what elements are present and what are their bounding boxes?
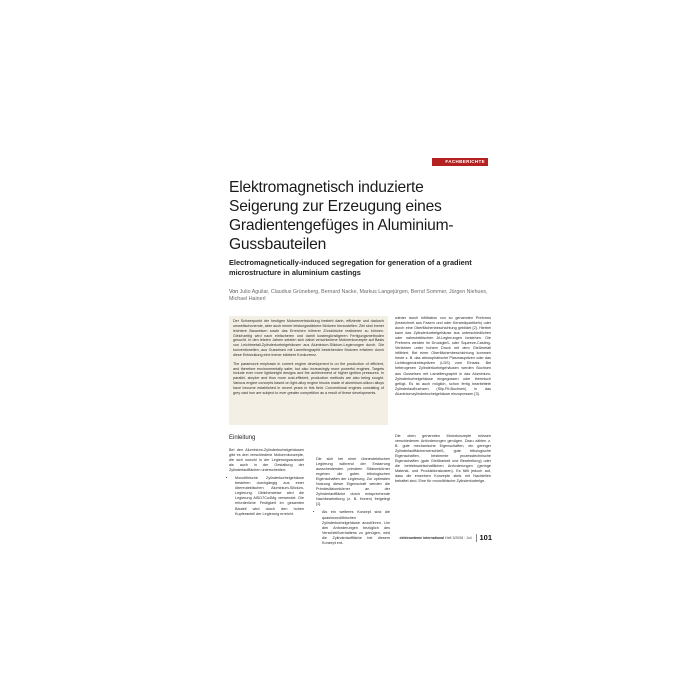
col1-paragraph: Bei den Aluminium-Zylinderkurbelgehäusen gibt es drei verschiedene Motorenkonzepte, die sich sowohl in der Legierungsauswahl als auch in der Gestaltung der Zylinderlaufflächen unterscheiden:: [229, 448, 304, 473]
article-subtitle: Electromagnetically-induced segregation for generation of a gradient microstructure in aluminium castings: [229, 258, 472, 277]
body-column-3: [395, 434, 491, 487]
col3-paragraph: Die oben genannten Motorkonzepte müssen verschiedenen Anforderungen genügen. Dazu zählen z. B. gute mechanische Eigenschaften, ein geringer Zylinderlaufflächenverschleiß, gute tribologische Eigenschaften, bestimmte prozesstechnische Eigenschaften (gute Gießbarkeit und Bearbeitung) oder die betriebswirtschaftlichen Anforderungen (geringe Material- und Produktionskosten). Es fällt jedoch auf, dass die einzelnen Konzepte stets mit Nachteilen behaftet sind. Eine für monolithische Zylinderkurbelge-: [395, 434, 491, 484]
abstract-box: [229, 316, 388, 425]
col2-bullet-list: [316, 510, 390, 545]
author-names: Julio Aguilar, Claudius Grüneberg, Bernard Nacke, Markus Langejürgen, Bernd Sommer, Jürgen Niehues, Michael Hainerl: [229, 289, 488, 303]
abstract-english: The paramount emphasis in current engine development is on the production of efficient, and therefore environmentally safer, but also increasingly more powerful engines. Targets include ever more lightweight designs and the achievement of higher ignition pressures. In parallel, simpler and thus more cost-efficient, production methods are also being sought. Various engine concepts based on light-alloy engine blocks made of aluminium-silicon alloys have become established in recent years in this field. Conventional engines consisting of grey cast iron are subject to ever greater competition as a result of these developments.: [233, 361, 384, 395]
col1-bullet-list: [229, 476, 304, 516]
body-column-1: [229, 434, 304, 520]
col1-bullet-item: • Monolithische Zylinderkurbelgehäuse bestehen durchgängig aus einer übereutektischen Aluminium-Silicium-Legierung. Üblicherweise wird die Legierung AlSi17Cu4Mg verwendet. Die erforderliche Festigkeit im gesamten Bauteil wird durch den hohen Kupferanteil der Legierung erreicht.: [235, 476, 304, 516]
page-number: 101: [479, 533, 492, 543]
col2-bullet-item: • Als ein weiteres Konzept sind die quasimonolithischen Zylinderkurbelgehäuse anzuführen. Um den Anforderungen bezüglich des Verschleißverhaltens zu genügen, wird die Zylinderlauffläche bei diesem Konzept ent-: [322, 510, 390, 545]
footer-divider: [476, 534, 477, 542]
section-heading-einleitung: Einleitung: [229, 435, 256, 441]
author-line: [229, 289, 491, 304]
section-tag: FACHBERICHTE: [432, 158, 488, 166]
abstract-german: Der Schwerpunkt der heutigen Motorenentwicklung besteht darin, effiziente und dadurch umweltschonende, aber auch immer leistungsstärkere Motoren herzustellen. Ziel sind immer leichtere Bauweisen sowie das Erreichen höherer Zünddrücke realisieren zu können. Gleichzeitig wird nach einfacheren und damit kostengünstigeren Fertigungsmethoden gesucht. In den letzten Jahren setzten sich dabei verschiedene Motorenkonzepte auf Basis von Leichtmetall-Zylinderkurbelgehäusen aus Aluminium-Silicium-Legierungen durch. Die konventionellen, aus Gusseisen mit Lamellengraphit bestehenden Motoren erfahren durch diese Entwicklung eine immer stärkere Konkurrenz.: [233, 319, 384, 357]
footer-issue: Heft 3/2008 · Juli: [445, 536, 472, 540]
body-column-2: [316, 457, 390, 549]
col2-paragraph: Die sich bei einer übereutektischen Legierung während der Erstarrung ausscheidenden primären Siliziumkörner ergeben die guten tribologischen Eigenschaften der Legierung. Zur optimalen Nutzung dieser Eigenschaft werden die Primärsiliziumkörner an der Zylinderlauffläche durch entsprechende Nachbearbeitung (z. B. Honen) freigelegt [1].: [316, 457, 390, 507]
right-column-top: [395, 316, 491, 400]
article-title: Elektromagnetisch induzierte Seigerung zur Erzeugung eines Gradientengefüges in Aluminium-Gussbauteilen: [229, 179, 454, 253]
author-prefix: Von: [229, 289, 239, 295]
footer-journal-name: elektrowärme international: [399, 536, 445, 540]
page-footer: [386, 533, 492, 543]
right-column-top-text: wieder durch Infiltration von so genannten Preforms (bezeichnet aus Fasern und oder Keramikpartikeln) oder durch eine Oberflächenbeschichtung gebildet [2]. Hierbei kann das Zylinderkurbelgehäuse aus unterschiedlichen oder naheutektischen Al-Legierungen bestehen. Die Preforms werden im Druckgieß- oder Squeeze-Casting-Verfahren unter hohem Druck mit dem Gießmetall infiltriert. Bei einer Oberflächenbeschichtung kommen heute z. B. das atmosphärische Plasmaspritzen oder das Lichtbogendrahtspritzen (LDS) zum Einsatz. Bei heterogenen Zylinderkurbelgehäusen werden Buchsen aus Gusseisen mit Lamellengraphit in das Aluminium-Zylinderkurbelgehäuse eingegossen oder thermisch gefügt. Es ist auch möglich, schon fertig bearbeitete Zylinderlaufbuchsen (Slip-Fit-Buchsen) in das Aluminiumzylinderkurbelgehäuse einzupressen [3].: [395, 316, 491, 396]
